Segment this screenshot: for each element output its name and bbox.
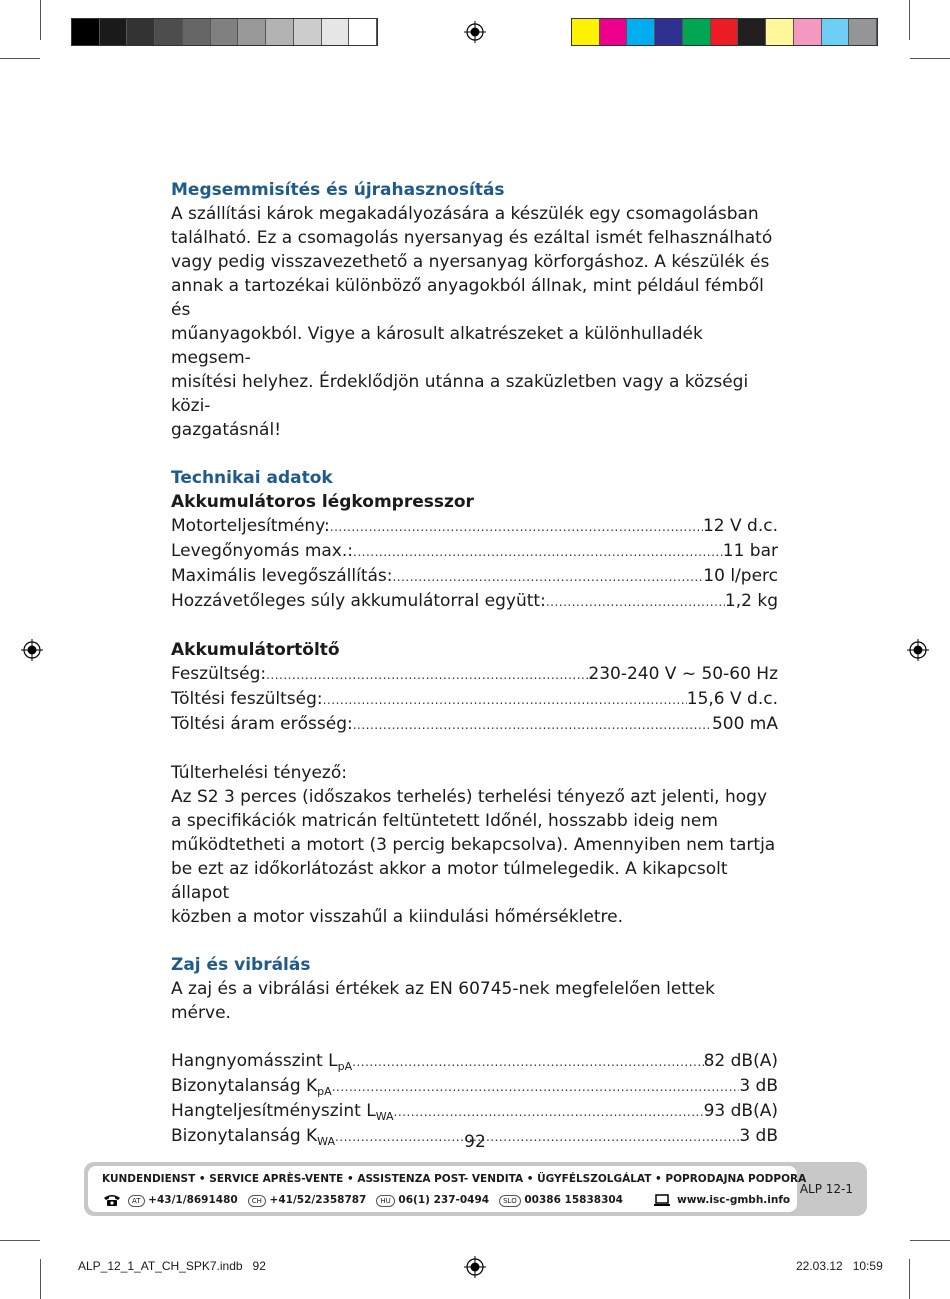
disposal-line: vagy pedig visszavezethető a nyersanyag körforgáshoz. A készülék és [171, 252, 770, 272]
disposal-text [171, 202, 778, 442]
crop-mark [909, 1259, 910, 1299]
phone-number: 06(1) 237-0494 [394, 1193, 490, 1206]
spec-value: 230-240 V ~ 50-60 Hz [588, 664, 778, 684]
contact-entry [128, 1194, 238, 1207]
spec-label: Hangnyomásszint $L_{pA}$ [171, 1051, 353, 1073]
spec-row [171, 662, 778, 687]
contact-entry [248, 1194, 367, 1207]
spec-label: Bizonytalanság $K_{pA}$ [171, 1076, 332, 1098]
spec-value: 3 dB [739, 1076, 778, 1096]
overload-line: be ezt az időkorlátozást akkor a motor túlmelegedik. A kikapcsolt állapot [171, 859, 728, 903]
gray-swatch [127, 19, 155, 45]
color-swatch [655, 19, 683, 45]
spec-value: 10 l/perc [703, 566, 778, 586]
spec-row [171, 712, 778, 737]
country-badge: SLO [499, 1195, 521, 1207]
website-link: www.isc-gmbh.info [677, 1194, 791, 1206]
grayscale-color-bar [71, 18, 378, 46]
tech-heading: Technikai adatok [171, 468, 333, 488]
overload-line: a specifikációk matricán feltüntetett Időnél, hosszabb ideig nem [171, 811, 718, 831]
color-swatch [600, 19, 628, 45]
gray-swatch [183, 19, 211, 45]
spec-row [171, 564, 778, 589]
disposal-line: műanyagokból. Vigye a károsult alkatrészeket a különhulladék megsem- [171, 324, 703, 368]
charger-spec-list [171, 662, 778, 737]
registration-mark-icon [21, 639, 43, 661]
gray-swatch [100, 19, 128, 45]
spec-value: 3 dB [739, 1126, 778, 1146]
file-slug: ALP_12_1_AT_CH_SPK7.indb 92 [78, 1259, 266, 1273]
gray-swatch [266, 19, 294, 45]
crop-mark [0, 1240, 40, 1241]
color-swatch [683, 19, 711, 45]
registration-mark-icon [464, 1256, 486, 1278]
leader-dots [266, 662, 588, 687]
spec-value: 1,2 kg [724, 591, 778, 611]
contact-line [102, 1193, 790, 1207]
date-slug: 22.03.12 10:59 [796, 1259, 883, 1273]
country-badge: CH [248, 1195, 266, 1207]
disposal-heading: Megsemmisítés és újrahasznosítás [171, 180, 505, 200]
spec-label: Maximális levegőszállítás: [171, 566, 393, 586]
spec-subscript: pA [317, 1085, 332, 1098]
spec-value: 12 V d.c. [702, 516, 778, 536]
country-badge: HU [376, 1195, 394, 1207]
contact-entry [376, 1194, 489, 1207]
service-footer [84, 1162, 867, 1216]
spec-row [171, 1074, 778, 1099]
overload-text [171, 785, 778, 929]
spec-value: 500 mA [711, 714, 778, 734]
leader-dots [394, 1099, 704, 1124]
overload-line: működtetheti a motort (3 percig bekapcsolva). Amennyiben nem tartja [171, 835, 776, 855]
gray-swatch [294, 19, 322, 45]
spec-row [171, 514, 778, 539]
color-swatch [572, 19, 600, 45]
overload-line: Az S2 3 perces (időszakos terhelés) terhelési tényező azt jelenti, hogy [171, 787, 768, 807]
color-swatch [822, 19, 850, 45]
disposal-line: A szállítási károk megakadályozására a készülék egy csomagolásban [171, 204, 759, 224]
crop-mark [40, 0, 41, 40]
spec-label: Hangteljesítményszint $L_{WA}$ [171, 1101, 394, 1123]
overload-line: közben a motor visszahűl a kiindulási hőmérsékletre. [171, 907, 623, 927]
spec-subscript: WA [317, 1135, 335, 1148]
spec-value: 82 dB(A) [703, 1051, 778, 1071]
crop-mark [40, 1259, 41, 1299]
spec-subscript: WA [375, 1110, 394, 1123]
color-swatch [849, 19, 877, 45]
registration-mark-icon [907, 639, 929, 661]
charger-title: Akkumulátortöltő [171, 640, 340, 660]
contact-entry [499, 1194, 623, 1207]
disposal-line: annak a tartozékai különböző anyagokból állnak, mint például fémből és [171, 276, 764, 320]
leader-dots [330, 514, 703, 539]
leader-dots [332, 1074, 740, 1099]
phone-number: +41/52/2358787 [265, 1193, 367, 1206]
spec-label: Töltési áram erősség: [171, 714, 353, 734]
crop-mark [910, 58, 950, 59]
disposal-line: misítési helyhez. Érdeklődjön utánna a szaküzletben vagy a községi közi- [171, 372, 749, 416]
compressor-spec-list [171, 514, 778, 614]
gray-swatch [155, 19, 183, 45]
crop-mark [0, 58, 40, 59]
phone-number: +43/1/8691480 [144, 1193, 238, 1206]
spec-row [171, 1099, 778, 1124]
gray-swatch [238, 19, 266, 45]
noise-heading: Zaj és vibrálás [171, 955, 311, 975]
spec-label: Feszültség: [171, 664, 267, 684]
phone-number: 00386 15838304 [520, 1193, 623, 1206]
service-line: KUNDENDIENST • SERVICE APRÈS-VENTE • ASSISTENZA POST- VENDITA • ÜGYFÉLSZOLGÁLAT • POPRODAJNA PODPORA [102, 1173, 807, 1185]
laptop-icon [653, 1194, 671, 1207]
color-swatch [738, 19, 766, 45]
color-swatch [627, 19, 655, 45]
spec-row [171, 589, 778, 614]
spec-label: Töltési feszültség: [171, 689, 323, 709]
gray-swatch [72, 19, 100, 45]
leader-dots [323, 687, 687, 712]
spec-subscript: pA [337, 1060, 353, 1073]
crop-mark [910, 1240, 950, 1241]
gray-swatch [322, 19, 350, 45]
model-label: ALP 12-1 [799, 1182, 853, 1196]
disposal-line: található. Ez a csomagolás nyersanyag és ezáltal ismét felhasználható [171, 228, 773, 248]
leader-dots [546, 589, 725, 614]
page-content [171, 178, 778, 1149]
overload-title: Túlterhelési tényező: [171, 763, 347, 783]
leader-dots [352, 1049, 703, 1074]
footer-panel [88, 1166, 807, 1212]
spec-value: 93 dB(A) [703, 1101, 778, 1121]
registration-mark-icon [464, 21, 486, 43]
leader-dots [392, 564, 703, 589]
phone-icon [102, 1193, 122, 1207]
spec-label: Levegőnyomás max.: [171, 541, 353, 561]
spec-value: 15,6 V d.c. [686, 689, 778, 709]
spec-row [171, 687, 778, 712]
gray-swatch [211, 19, 239, 45]
spec-label: Bizonytalanság $K_{WA}$ [171, 1126, 335, 1148]
crop-mark [909, 0, 910, 40]
noise-intro: A zaj és a vibrálási értékek az EN 60745-nek megfelelően lettek mérve. [171, 979, 715, 1023]
gray-swatch [349, 19, 377, 45]
compressor-title: Akkumulátoros légkompresszor [171, 492, 474, 512]
spec-row [171, 1049, 778, 1074]
color-swatch [794, 19, 822, 45]
leader-dots [353, 539, 723, 564]
spec-label: Motorteljesítmény: [171, 516, 330, 536]
process-color-bar [571, 18, 878, 46]
spec-row [171, 539, 778, 564]
color-swatch [766, 19, 794, 45]
spec-label: Hozzávetőleges súly akkumulátorral együtt: [171, 591, 546, 611]
country-badge: AT [128, 1195, 145, 1207]
page-number: 92 [464, 1132, 486, 1152]
leader-dots [353, 712, 712, 737]
disposal-line: gazgatásnál! [171, 420, 282, 440]
spec-value: 11 bar [722, 541, 778, 561]
color-swatch [711, 19, 739, 45]
